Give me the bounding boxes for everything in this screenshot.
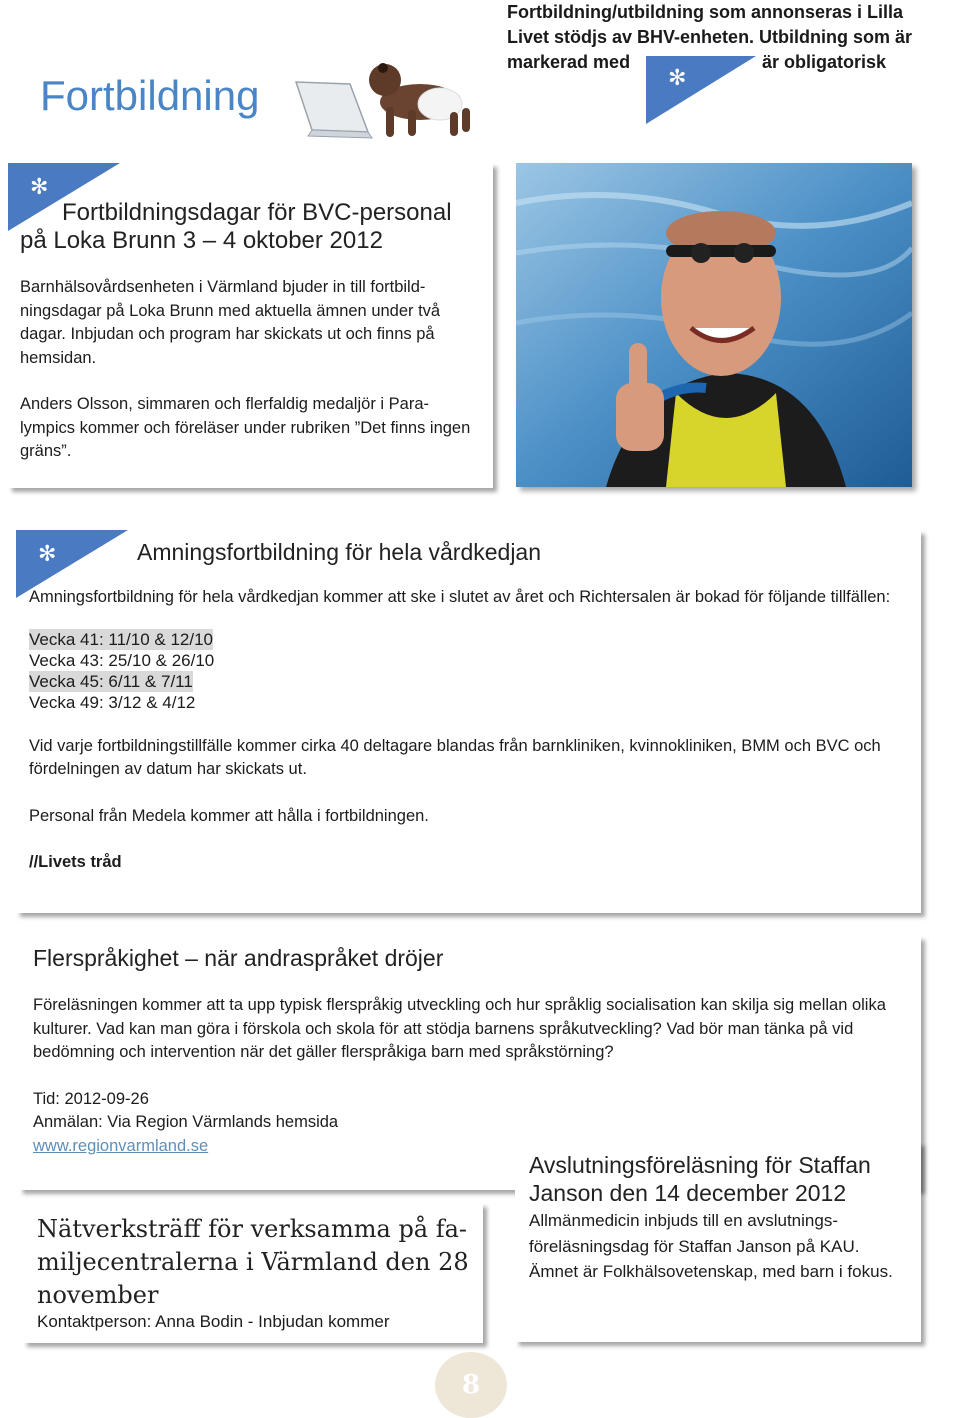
region-link[interactable]: www.regionvarmland.se (33, 1136, 209, 1155)
amning-section (16, 530, 921, 913)
section-body (33, 994, 909, 1158)
header-note-line: Livet stödjs av BHV-enheten. Utbildning som är (507, 27, 913, 47)
paragraph: Amningsfortbildning för hela vårdkedjan kommer att ske i slutet av året och Richtersalen är bokad för följande tillfällen: (29, 588, 891, 606)
paragraph: Personal från Medela kommer att hålla i fortbildningen. (29, 806, 429, 825)
swimmer-photo (516, 163, 912, 487)
asterisk-icon: ✻ (668, 66, 687, 91)
section-title: Avslutningsföreläsning för Staffan Janson den 14 december 2012 (529, 1152, 871, 1206)
week-item: Vecka 41: 11/10 & 12/10 (29, 629, 213, 649)
week-list (29, 629, 909, 713)
bvc-section (8, 163, 493, 488)
section-title: Amningsfortbildning för hela vårdkedjan (137, 539, 542, 565)
section-body (20, 276, 472, 464)
week-item: Vecka 43: 25/10 & 26/10 (29, 650, 215, 670)
section-body: Allmänmedicin inbjuds till en avslutnings-föreläsningsdag för Staffan Janson på KAU. Ämnet är Folkhälsovetenskap, med barn i fokus. (529, 1211, 893, 1281)
section-title: på Loka Brunn 3 – 4 oktober 2012 (20, 227, 383, 254)
section-title: Fortbildningsdagar för BVC-personal (62, 199, 452, 226)
baby-laptop-illustration (290, 52, 480, 142)
paragraph: Föreläsningen kommer att ta upp typisk flerspråkig utveckling och hur språklig socialisation kan skilja sig mellan olika kulturer. Vad kan man göra i förskola och skola för att stödja barnens språkutveckling? Vad bör man tänka på vid bedömning och intervention när det gäller flerspråkiga barn med språkstörning? (33, 996, 886, 1061)
page-title: Fortbildning (40, 72, 260, 119)
asterisk-icon: ✻ (30, 175, 49, 200)
section-title: Flerspråkighet – när andraspråket dröjer (33, 945, 444, 971)
header-note-line: är obligatorisk (762, 52, 887, 72)
natverk-section (23, 1203, 483, 1343)
header-note-line: Fortbildning/utbildning som annonseras i Lilla (507, 2, 903, 22)
paragraph: Anders Olsson, simmaren och flerfaldig medaljör i Para-lympics kommer och föreläser under rubriken ”Det finns ingen gräns”. (20, 395, 471, 460)
week-item: Vecka 45: 6/11 & 7/11 (29, 671, 193, 691)
signature: //Livets tråd (29, 853, 122, 871)
header-note-line: markerad med (507, 52, 631, 72)
section-title: Nätverksträff för verksamma på fa-miljecentralerna i Värmland den 28 november (37, 1215, 469, 1309)
paragraph: Barnhälsovårdsenheten i Värmland bjuder in till fortbild-ningsdagar på Loka Brunn med aktuella ämnen under två dagar. Inbjudan och program har skickats ut och finns på hemsidan. (20, 278, 441, 367)
section-body (29, 586, 909, 875)
page-number: 8 (461, 1370, 481, 1400)
contact-person: Kontaktperson: Anna Bodin - Inbjudan kommer (37, 1312, 390, 1331)
asterisk-icon: ✻ (38, 542, 57, 567)
avslut-section (515, 1142, 921, 1342)
paragraph: Vid varje fortbildningstillfälle kommer cirka 40 deltagare blandas från barnkliniken, kvinnokliniken, BMM och BVC och fördelningen av datum har skickats ut. (29, 736, 881, 778)
obligatory-marker (646, 56, 756, 124)
event-time: Tid: 2012-09-26 (33, 1089, 149, 1108)
page-number-badge (435, 1352, 507, 1418)
week-item: Vecka 49: 3/12 & 4/12 (29, 692, 196, 712)
signup-info: Anmälan: Via Region Värmlands hemsida (33, 1113, 339, 1131)
